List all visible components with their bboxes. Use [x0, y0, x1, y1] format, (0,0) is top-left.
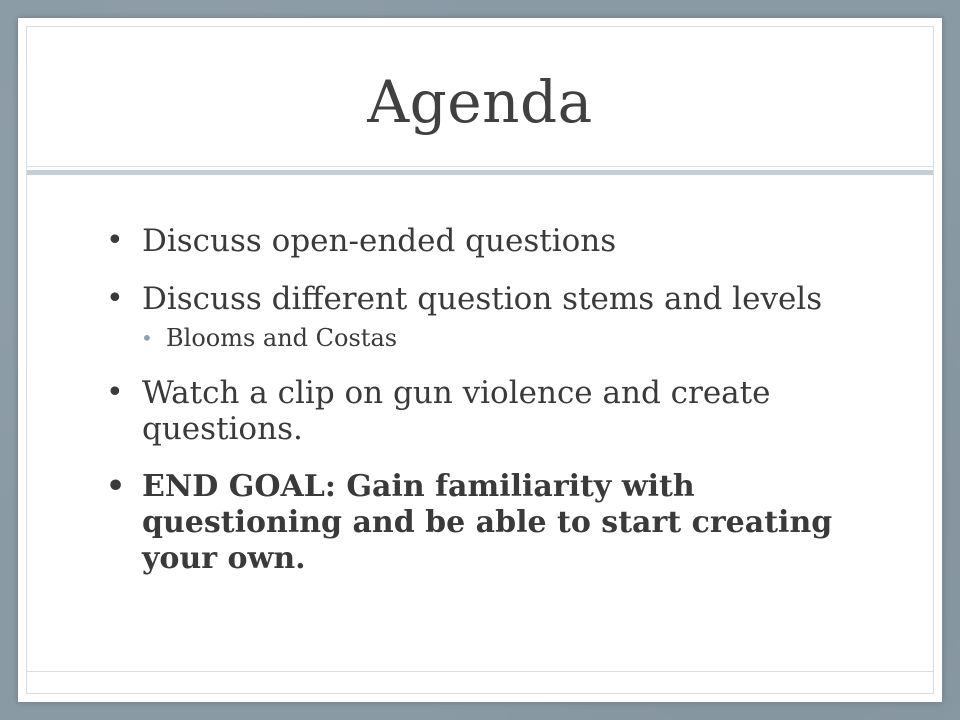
bullet-item [104, 375, 874, 447]
title-divider-line [27, 166, 933, 167]
bullet-dot-icon: • [106, 469, 126, 504]
slide [18, 18, 942, 702]
bullet-dot-icon: • [106, 281, 124, 316]
bullet-text: Watch a clip on gun violence and create questions. [142, 375, 771, 447]
bullet-list [104, 223, 874, 599]
bullet-text: Discuss open-ended questions [142, 223, 617, 259]
footer-divider-line [27, 671, 933, 672]
bullet-text: Discuss different question stems and levels [142, 281, 823, 317]
bullet-item [104, 281, 874, 317]
title-area [27, 27, 933, 177]
sub-bullet-item [104, 323, 874, 353]
title-divider-band [27, 170, 933, 175]
bullet-item-goal [104, 469, 874, 577]
bullet-dot-icon: • [106, 223, 124, 258]
bullet-text: END GOAL: Gain familiarity with questioning and be able to start creating your own. [142, 469, 833, 576]
sub-bullet-dot-icon: • [141, 326, 153, 350]
sub-bullet-text: Blooms and Costas [166, 324, 398, 352]
bullet-item [104, 223, 874, 259]
bullet-dot-icon: • [106, 375, 124, 410]
slide-title: Agenda [367, 68, 593, 136]
